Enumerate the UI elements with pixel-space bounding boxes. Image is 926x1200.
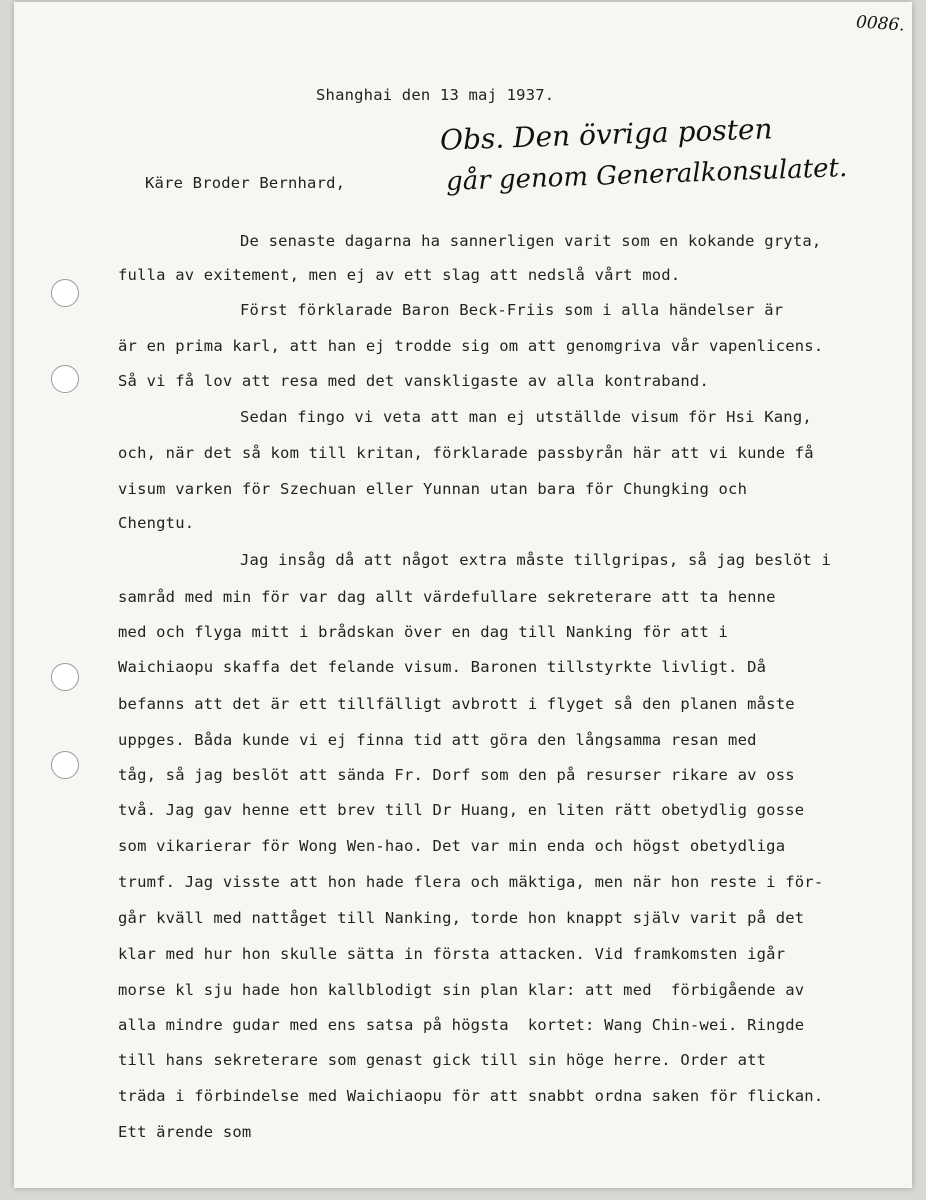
body-line: visum varken för Szechuan eller Yunnan utan bara för Chungking och [118, 480, 748, 498]
body-line: trumf. Jag visste att hon hade flera och mäktiga, men när hon reste i för- [118, 873, 824, 891]
handwritten-note-line: går genom Generalkonsulatet. [445, 153, 848, 197]
salutation: Käre Broder Bernhard, [145, 174, 346, 192]
body-line: fulla av exitement, men ej av ett slag att nedslå vårt mod. [118, 266, 681, 284]
body-line: tåg, så jag beslöt att sända Fr. Dorf som den på resurser rikare av oss [118, 766, 795, 784]
body-line: två. Jag gav henne ett brev till Dr Huang, en liten rätt obetydlig gosse [118, 801, 805, 819]
body-line: Waichiaopu skaffa det felande visum. Baronen tillstyrkte livligt. Då [118, 658, 767, 676]
body-line: som vikarierar för Wong Wen-hao. Det var min enda och högst obetydliga [118, 837, 786, 855]
body-line: träda i förbindelse med Waichiaopu för att snabbt ordna saken för flickan. [118, 1087, 824, 1105]
body-line: Jag insåg då att något extra måste tillgripas, så jag beslöt i [240, 551, 831, 569]
punch-hole [51, 751, 79, 779]
body-line: med och flyga mitt i brådskan över en dag till Nanking för att i [118, 623, 729, 641]
body-line: De senaste dagarna ha sannerligen varit som en kokande gryta, [240, 232, 822, 250]
body-line: Först förklarade Baron Beck-Friis som i alla händelser är [240, 301, 784, 319]
body-line: är en prima karl, att han ej trodde sig om att genomgriva vår vapenlicens. [118, 337, 824, 355]
body-line: till hans sekreterare som genast gick till sin höge herre. Order att [118, 1051, 767, 1069]
body-line: Så vi få lov att resa med det vanskligaste av alla kontraband. [118, 372, 709, 390]
punch-hole [51, 365, 79, 393]
body-line: Chengtu. [118, 514, 195, 532]
body-line: befanns att det är ett tillfälligt avbrott i flyget så den planen måste [118, 695, 795, 713]
body-line: Ett ärende som [118, 1123, 252, 1141]
body-line: uppges. Båda kunde vi ej finna tid att göra den långsamma resan med [118, 731, 757, 749]
handwritten-note-line: Obs. Den övriga posten [439, 112, 774, 157]
body-line: Sedan fingo vi veta att man ej utställde visum för Hsi Kang, [240, 408, 812, 426]
punch-hole [51, 663, 79, 691]
body-line: samråd med min för var dag allt värdefullare sekreterare att ta henne [118, 588, 776, 606]
body-line: morse kl sju hade hon kallblodigt sin plan klar: att med förbigående av [118, 981, 805, 999]
body-line: går kväll med nattåget till Nanking, torde hon knappt själv varit på det [118, 909, 805, 927]
body-line: alla mindre gudar med ens satsa på högsta kortet: Wang Chin-wei. Ringde [118, 1016, 805, 1034]
body-line: och, när det så kom till kritan, förklarade passbyrån här att vi kunde få [118, 444, 814, 462]
archive-number: 0086. [855, 12, 906, 36]
punch-hole [51, 279, 79, 307]
body-line: klar med hur hon skulle sätta in första attacken. Vid framkomsten igår [118, 945, 786, 963]
date-line: Shanghai den 13 maj 1937. [316, 86, 555, 104]
